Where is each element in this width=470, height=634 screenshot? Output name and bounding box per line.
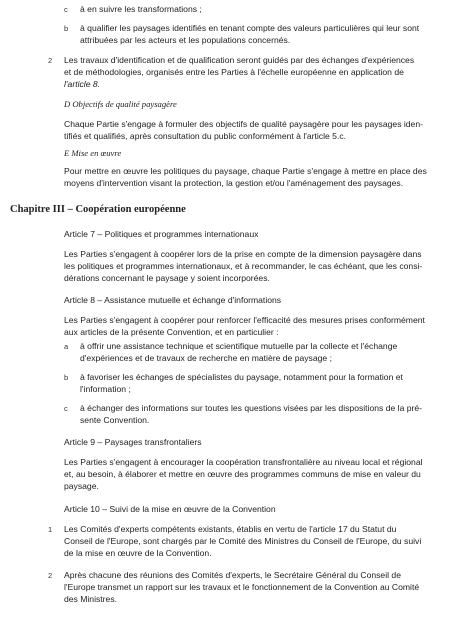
article8-intro-line-2: aux articles de la présente Convention, et en particulier :	[64, 327, 279, 337]
section-d-line-2: tifiés et qualifiés, après consultation du public conformément à l'article 5.c.	[64, 131, 347, 141]
article8-item-b-line-1: à favoriser les échanges de spécialistes du paysage, notamment pour la formation et	[80, 372, 403, 382]
article7-heading: Article 7 – Politiques et programmes internationaux	[64, 229, 259, 239]
article9-heading: Article 9 – Paysages transfrontaliers	[64, 437, 202, 447]
item-b-marker: b	[64, 24, 69, 33]
article10-para1-number: 1	[48, 525, 53, 534]
chapter-title: Chapitre III – Coopération européenne	[10, 204, 186, 215]
item-c-marker: c	[64, 5, 68, 14]
para2-line-1: Les travaux d'identification et de qualification seront guidés par des échanges d'expériences	[64, 55, 415, 65]
section-d-title: D Objectifs de qualité paysagère	[64, 99, 177, 109]
article7-line-3: dérations concernant le paysage y soient incorporées.	[64, 273, 270, 283]
article10-para2-line-3: des Ministres.	[64, 594, 118, 604]
article9-line-1: Les Parties s'engagent à encourager la coopération transfrontalière au niveau local et régional	[64, 457, 423, 467]
article10-para1-line-3: de la mise en œuvre de la Convention.	[64, 548, 212, 558]
article8-item-c-line-1: à échanger des informations sur toutes les questions visées par les dispositions de la pré-	[80, 403, 423, 413]
article10-para2-number: 2	[48, 571, 53, 580]
article7-line-1: Les Parties s'engagent à coopérer lors de la prise en compte de la dimension paysagère dans	[64, 249, 422, 259]
article7-line-2: les politiques et programmes internationaux, et à recommander, le cas échéant, que les consi-	[64, 261, 423, 271]
section-e-title: E Mise en œuvre	[64, 148, 122, 158]
article8-item-a-line-2: d'expériences et de travaux de recherche en matière de paysage ;	[80, 353, 332, 363]
article10-para1-line-2: Conseil de l'Europe, sont chargés par le Comité des Ministres du Conseil de l'Europe, du suivi	[64, 536, 422, 546]
article10-para1-line-1: Les Comités d'experts compétents existants, établis en vertu de l'article 17 du Statut du	[64, 524, 397, 534]
para2-line-3: l'article 8.	[64, 79, 101, 89]
article10-para2-line-1: Après chacune des réunions des Comités d'experts, le Secrétaire Général du Conseil de	[64, 570, 401, 580]
article8-item-a-marker: a	[64, 342, 69, 351]
article10-heading: Article 10 – Suivi de la mise en œuvre de la Convention	[64, 504, 276, 514]
section-e-line-2: moyens d'intervention visant la protection, la gestion et/ou l'aménagement des paysages.	[64, 178, 404, 188]
article8-intro-line-1: Les Parties s'engagent à coopérer pour renforcer l'efficacité des mesures prises conformément	[64, 315, 425, 325]
article9-line-3: paysage.	[64, 481, 99, 491]
section-e-line-1: Pour mettre en œuvre les politiques du paysage, chaque Partie s'engage à mettre en place des	[64, 166, 427, 176]
article9-line-2: et, au besoin, à élaborer et mettre en œuvre des programmes communs de mise en valeur du	[64, 469, 421, 479]
article8-item-c-line-2: sente Convention.	[80, 415, 150, 425]
article8-item-b-marker: b	[64, 373, 69, 382]
item-b-line-2: attribuées par les acteurs et les populations concernés.	[80, 35, 291, 45]
item-b-line-1: à qualifier les paysages identifiés en tenant compte des valeurs particulières qui leur sont	[80, 23, 420, 33]
para2-number: 2	[48, 56, 53, 65]
article8-heading: Article 8 – Assistance mutuelle et échange d'informations	[64, 295, 282, 305]
para2-line-2: et de méthodologies, organisés entre les Parties à l'échelle européenne en application de	[64, 67, 404, 77]
article10-para2-line-2: l'Europe transmet un rapport sur les travaux et le fonctionnement de la Convention au Comité	[64, 582, 420, 592]
article8-item-a-line-1: à offrir une assistance technique et scientifique mutuelle par la collecte et l'échange	[80, 341, 398, 351]
item-c-text: à en suivre les transformations ;	[80, 4, 202, 14]
article8-item-b-line-2: l'information ;	[80, 384, 131, 394]
section-d-line-1: Chaque Partie s'engage à formuler des objectifs de qualité paysagère pour les paysages iden-	[64, 119, 423, 129]
article8-item-c-marker: c	[64, 404, 68, 413]
